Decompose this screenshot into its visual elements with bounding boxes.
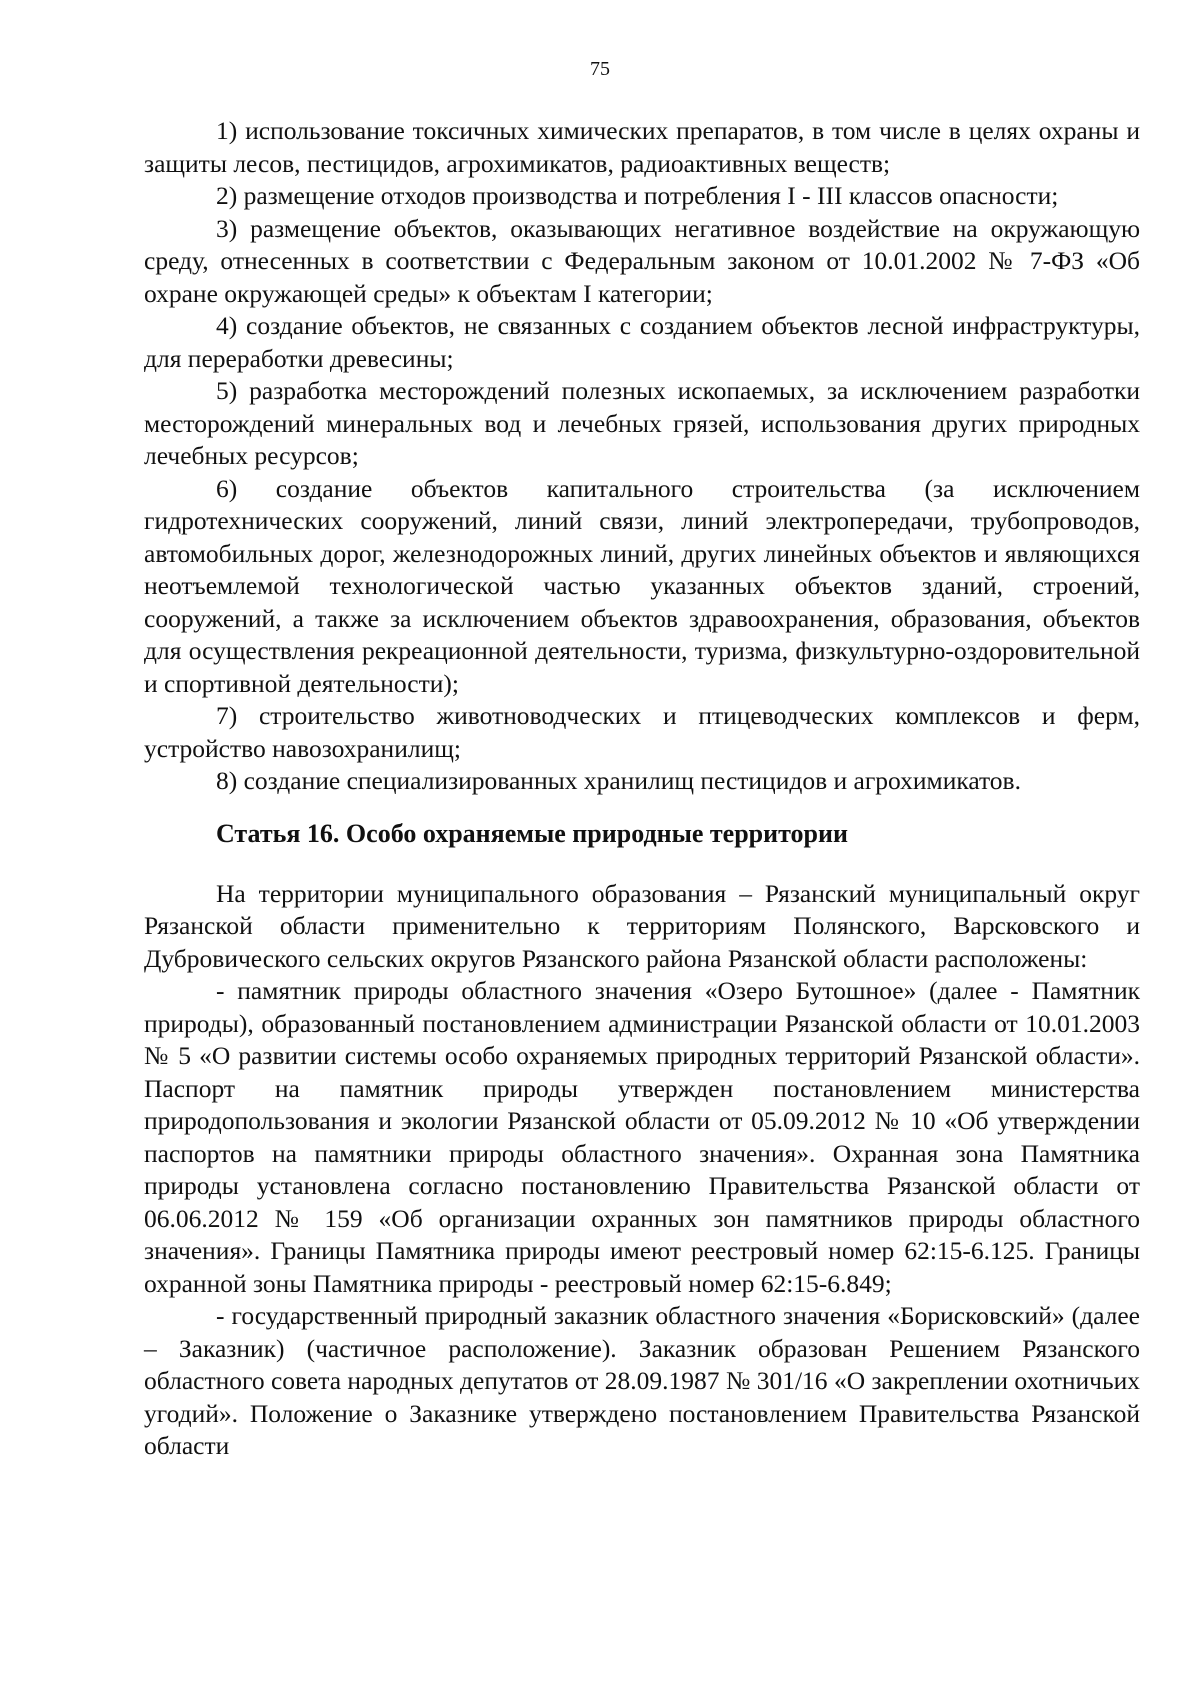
article-heading: Статья 16. Особо охраняемые природные территории [216,818,848,848]
list-item: 6) создание объектов капитального строительства (за исключением гидротехнических сооружений, линий связи, линий электропередачи, трубопроводов, автомобильных дорог, железнодорожных линий, других линейных объектов и являющихся неотъемлемой технологической частью указанных объектов зданий, строений, сооружений, а также за исключением объектов здравоохранения, образования, объектов для осуществления рекреационной деятельности, туризма, физкультурно-оздоровительной и спортивной деятельности); [144,473,1140,698]
page-number: 75 [590,58,610,80]
list-item: 8) создание специализированных хранилищ пестицидов и агрохимикатов. [216,766,1021,795]
list-item: 2) размещение отходов производства и потребления I - III классов опасности; [216,181,1059,210]
document-body [144,115,1140,1463]
list-item: 7) строительство животноводческих и птицеводческих комплексов и ферм, устройство навозохранилищ; [144,701,1140,763]
intro-paragraph: На территории муниципального образования – Рязанский муниципальный округ Рязанской области применительно к территориям Полянского, Варсковского и Дубровического сельских округов Рязанского района Рязанской области расположены: [144,878,1140,973]
list-item: 4) создание объектов, не связанных с созданием объектов лесной инфраструктуры, для переработки древесины; [144,311,1140,373]
bullet-item: - государственный природный заказник областного значения «Борисковский» (далее – Заказник) (частичное расположение). Заказник образован Решением Рязанского областного совета народных депутатов от 28.09.1987 № 301/16 «О закреплении охотничьих угодий». Положение о Заказнике утверждено постановлением Правительства Рязанской области [144,1301,1140,1460]
list-item: 5) разработка месторождений полезных ископаемых, за исключением разработки месторождений минеральных вод и лечебных грязей, использования других природных лечебных ресурсов; [144,376,1140,470]
list-item: 3) размещение объектов, оказывающих негативное воздействие на окружающую среду, отнесенных в соответствии с Федеральным законом от 10.01.2002 № 7-ФЗ «Об охране окружающей среды» к объектам I категории; [144,213,1140,308]
list-item: 1) использование токсичных химических препаратов, в том числе в целях охраны и защиты лесов, пестицидов, агрохимикатов, радиоактивных веществ; [144,116,1140,178]
bullet-item: - памятник природы областного значения «Озеро Бутошное» (далее - Памятник природы), образованный постановлением администрации Рязанской области от 10.01.2003 № 5 «О развитии системы особо охраняемых природных территорий Рязанской области». Паспорт на памятник природы утвержден постановлением министерства природопользования и экологии Рязанской области от 05.09.2012 № 10 «Об утверждении паспортов на памятники природы областного значения». Охранная зона Памятника природы установлена согласно постановлению Правительства Рязанской области от 06.06.2012 № 159 «Об организации охранных зон памятников природы областного значения». Границы Памятника природы имеют реестровый номер 62:15-6.125. Границы охранной зоны Памятника природы - реестровый номер 62:15-6.849; [144,976,1140,1298]
